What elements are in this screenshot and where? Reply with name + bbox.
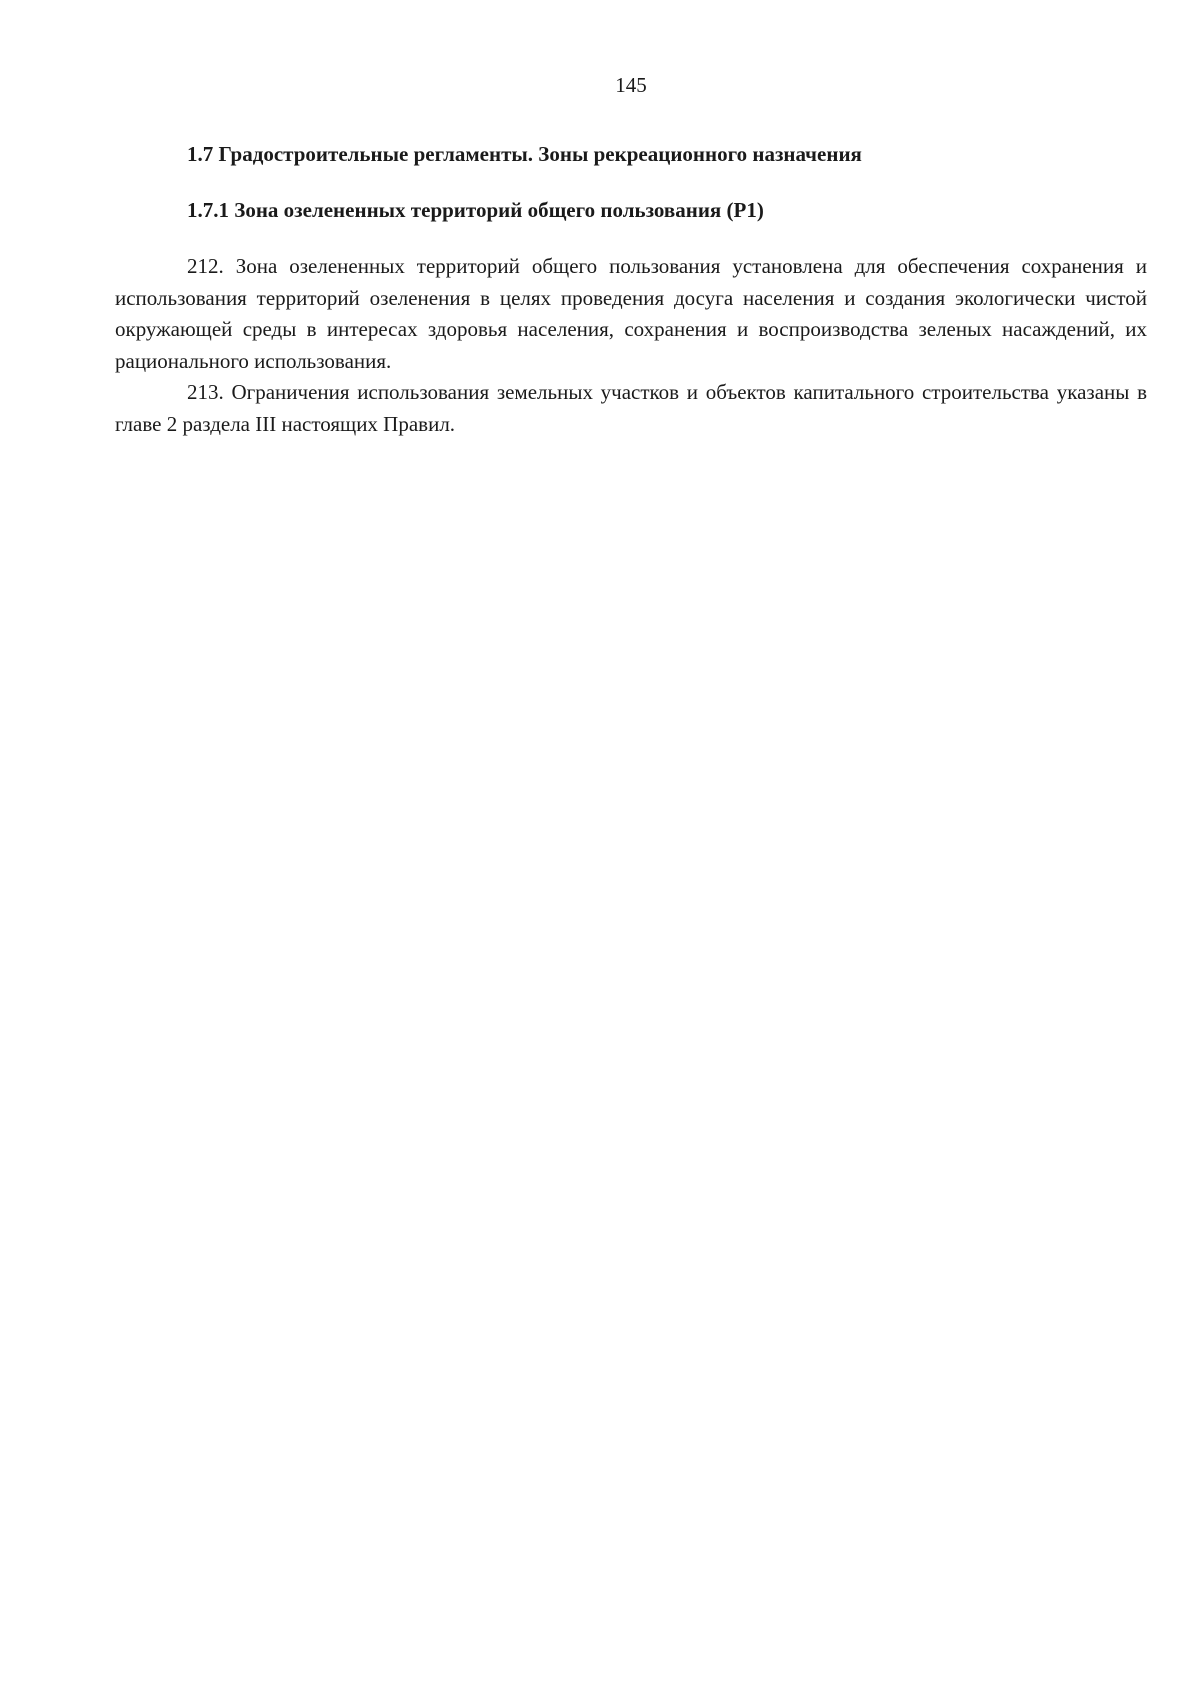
paragraph-213 xyxy=(115,377,1147,440)
paragraph-text: 213. Ограничения использования земельных участков и объектов капитального строительства указаны в главе 2 раздела III настоящих Правил. xyxy=(115,380,1147,436)
section-heading: 1.7 Градостроительные регламенты. Зоны рекреационного назначения xyxy=(187,142,862,166)
paragraph-212 xyxy=(115,251,1147,377)
subsection-heading: 1.7.1 Зона озелененных территорий общего пользования (Р1) xyxy=(187,198,764,222)
page-number: 145 xyxy=(615,73,647,97)
paragraph-text: 212. Зона озелененных территорий общего пользования установлена для обеспечения сохранения и использования территорий озеленения в целях проведения досуга населения и создания экологически чистой окружающей среды в интересах здоровья населения, сохранения и воспроизводства зеленых насаждений, их рационального использования. xyxy=(115,254,1147,373)
